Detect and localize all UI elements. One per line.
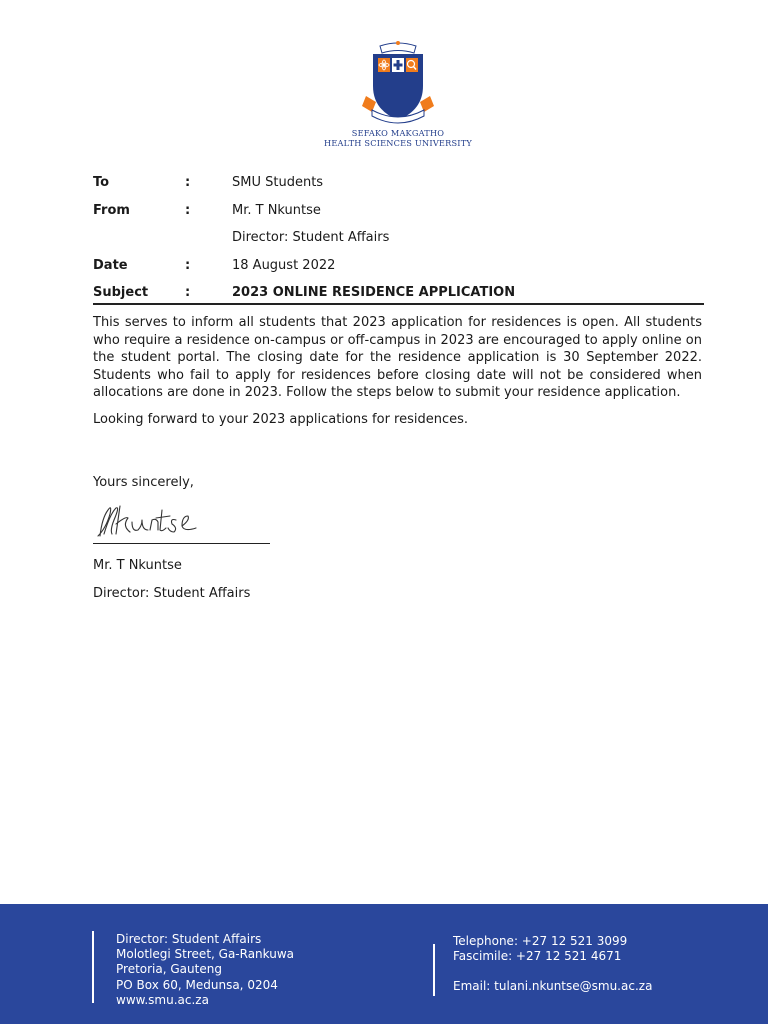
signature-line — [93, 543, 270, 544]
memo-subject-label: Subject — [93, 285, 149, 300]
memo-from-title-row — [93, 226, 704, 254]
footer-divider-right — [433, 944, 435, 996]
memo-from-value: Mr. T Nkuntse — [232, 202, 321, 218]
memo-colon: : — [185, 175, 191, 190]
memo-subject-row — [93, 281, 704, 309]
footer-address-line: Pretoria, Gauteng — [116, 962, 222, 977]
university-logo — [318, 40, 478, 158]
footer-divider-left — [92, 931, 94, 1003]
memo-from-row — [93, 199, 704, 227]
footer-email-link[interactable]: Email: tulani.nkuntse@smu.ac.za — [453, 979, 653, 994]
footer-fax: Fascimile: +27 12 521 4671 — [453, 949, 622, 964]
memo-subject-value: 2023 ONLINE RESIDENCE APPLICATION — [232, 285, 516, 300]
memo-date-row — [93, 254, 704, 282]
memo-header — [93, 171, 704, 305]
logo-wordmark-line1: SEFAKO MAKGATHO — [351, 128, 445, 138]
memo-colon: : — [185, 257, 191, 273]
footer-address — [116, 932, 294, 1008]
handwritten-signature — [92, 498, 222, 542]
memo-to-value: SMU Students — [232, 175, 324, 190]
signer-title: Director: Student Affairs — [93, 586, 251, 601]
footer-contact — [453, 934, 652, 995]
footer-address-line: Director: Student Affairs — [116, 932, 262, 946]
letter-body — [93, 314, 702, 438]
memo-date-label: Date — [93, 257, 128, 273]
signer-name: Mr. T Nkuntse — [93, 558, 182, 573]
body-paragraph-1: This serves to inform all students that 2023 application for residences is open. All students who require a residence on-campus or off-campus in 2023 are encouraged to apply online on the student portal. The closing date for the residence application is 30 September 2022. Students who fail to apply for residences before closing date will not be considered when allocations are done in 2023. Follow the steps below to submit your residence application. — [93, 315, 702, 401]
memo-date-value: 18 August 2022 — [232, 257, 336, 273]
memo-to-row — [93, 171, 704, 199]
memo-from-label: From — [93, 202, 130, 218]
footer-address-line: PO Box 60, Medunsa, 0204 — [116, 977, 278, 992]
page-footer — [0, 904, 768, 1024]
footer-address-line: Molotlegi Street, Ga-Rankuwa — [116, 947, 295, 962]
logo-wordmark-line2: HEALTH SCIENCES UNIVERSITY — [324, 138, 472, 148]
memo-colon: : — [185, 285, 191, 300]
footer-telephone: Telephone: +27 12 521 3099 — [453, 934, 628, 948]
memo-to-label: To — [93, 175, 110, 190]
closing-salutation: Yours sincerely, — [93, 475, 194, 490]
university-crest-icon — [356, 40, 440, 128]
footer-website-link[interactable]: www.smu.ac.za — [116, 992, 209, 1007]
memo-from-title: Director: Student Affairs — [232, 230, 390, 245]
body-paragraph-2: Looking forward to your 2023 applications for residences. — [93, 411, 469, 427]
memo-colon: : — [185, 202, 191, 218]
